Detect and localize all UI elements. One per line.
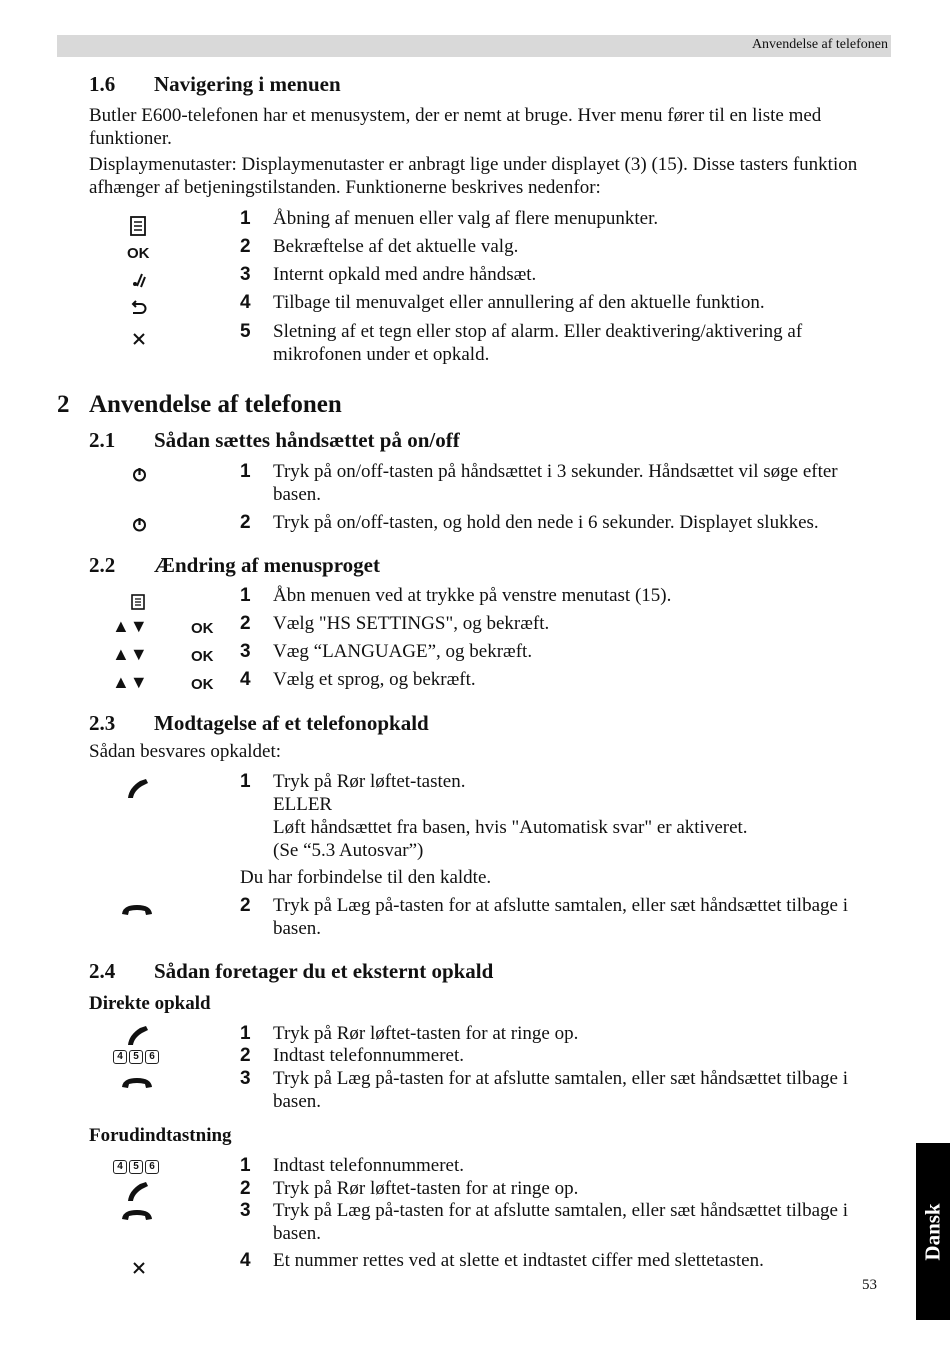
- step-text: Tryk på on/off-tasten på håndsættet i 3 sekunder. Håndsættet vil søge efter basen.: [273, 461, 838, 505]
- step-number: 2: [240, 613, 251, 634]
- ok-icon: OK: [191, 648, 214, 665]
- power-icon: [131, 516, 148, 533]
- language-label: Dansk: [920, 1202, 945, 1261]
- step-text: Indtast telefonnummeret.: [273, 1155, 464, 1176]
- intro-paragraph: Sådan besvares opkaldet:: [89, 741, 282, 762]
- ok-icon: OK: [191, 620, 214, 637]
- step-text: Vælg et sprog, og bekræft.: [273, 669, 476, 690]
- step-line: Løft håndsættet fra basen, hvis "Automatisk svar" er aktiveret.: [273, 817, 748, 838]
- step-text: Tryk på on/off-tasten, og hold den nede i 6 sekunder. Displayet slukkes.: [273, 512, 819, 533]
- delete-icon: [131, 331, 147, 347]
- keypad-icon: [113, 1160, 159, 1174]
- hangup-icon: [120, 1207, 154, 1223]
- subsection-title: Direkte opkald: [89, 993, 211, 1014]
- step-number: 4: [240, 1250, 251, 1271]
- menu-icon: [128, 215, 148, 237]
- step-text: Tryk på Læg på-tasten for at afslutte samtalen, eller sæt håndsættet tilbage i basen.: [273, 1200, 848, 1244]
- step-number: 2: [240, 1178, 251, 1199]
- power-icon: [131, 466, 148, 483]
- step-number: 2: [240, 236, 251, 257]
- step-number: 1: [240, 208, 251, 229]
- section-2-4-heading: [89, 958, 789, 984]
- step-number: 2: [240, 1045, 251, 1066]
- section-title: Navigering i menuen: [154, 72, 341, 96]
- intro-paragraph-1: Butler E600-telefonen har et menusystem, der er nemt at bruge. Hver menu fører til en liste med funktioner.: [89, 105, 822, 149]
- step-text: Tryk på Rør løftet-tasten for at ringe op.: [273, 1023, 579, 1044]
- hangup-icon: [120, 902, 154, 918]
- key-5: 5: [129, 1160, 143, 1174]
- pickup-icon: [124, 1180, 152, 1206]
- key-6: 6: [145, 1160, 159, 1174]
- pickup-icon: [124, 1024, 152, 1050]
- section-2-1-heading: [89, 427, 789, 453]
- step-text: Vælg "HS SETTINGS", og bekræft.: [273, 613, 550, 634]
- step-number: 1: [240, 585, 251, 606]
- intro-paragraph-2: Displaymenutaster: Displaymenutaster er anbragt lige under displayet (3) (15). Disse tasters funktion afhænger af betjeningstilstanden. Funktionerne beskrives nedenfor:: [89, 154, 858, 198]
- key-4: 4: [113, 1160, 127, 1174]
- section-title: Modtagelse af et telefonopkald: [154, 711, 429, 735]
- key-6: 6: [145, 1050, 159, 1064]
- page-number: 53: [862, 1277, 877, 1293]
- section-number: 1.6: [89, 72, 116, 96]
- step-text: Internt opkald med andre håndsæt.: [273, 264, 537, 285]
- step-text-block: [273, 770, 883, 862]
- step-number: 3: [240, 1200, 251, 1221]
- step-text: Et nummer rettes ved at slette et indtastet ciffer med slettetasten.: [273, 1250, 764, 1271]
- step-number: 5: [240, 321, 251, 342]
- keypad-icon: [113, 1050, 159, 1064]
- ok-icon: OK: [191, 676, 214, 693]
- key-5: 5: [129, 1050, 143, 1064]
- step-number: 1: [240, 1155, 251, 1176]
- step-number: 4: [240, 669, 251, 690]
- section-2-3-heading: [89, 710, 789, 736]
- step-line: ELLER: [273, 794, 333, 815]
- language-side-tab: [916, 1143, 950, 1320]
- nav-arrows-icon: ▲▼: [112, 616, 148, 636]
- section-title: Sådan foretager du et eksternt opkald: [154, 959, 494, 983]
- section-number: 2.1: [89, 428, 116, 452]
- ok-icon: OK: [127, 245, 150, 262]
- step-number: 3: [240, 641, 251, 662]
- step-number: 4: [240, 292, 251, 313]
- step-text: Tryk på Rør løftet-tasten for at ringe op.: [273, 1178, 579, 1199]
- nav-arrows-icon: ▲▼: [112, 644, 148, 664]
- section-number: 2.3: [89, 711, 116, 735]
- step-number: 3: [240, 264, 251, 285]
- running-header-title: Anvendelse af telefonen: [751, 37, 888, 52]
- nav-arrows-icon: ▲▼: [112, 672, 148, 692]
- section-1-6-heading: [89, 71, 789, 97]
- pickup-icon: [124, 776, 152, 804]
- menu-icon: [130, 594, 146, 610]
- section-title: Sådan sættes håndsættet på on/off: [154, 428, 460, 452]
- step-text: Tryk på Læg på-tasten for at afslutte samtalen, eller sæt håndsættet tilbage i basen.: [273, 895, 848, 939]
- step-number: 1: [240, 771, 251, 792]
- step-text: Åbning af menuen eller valg af flere menupunkter.: [273, 208, 659, 229]
- step-line: (Se “5.3 Autosvar”): [273, 840, 424, 861]
- step-number: 2: [240, 895, 251, 916]
- intercom-icon: [130, 272, 148, 290]
- chapter-title: Anvendelse af telefonen: [89, 391, 342, 418]
- step-number: 1: [240, 1023, 251, 1044]
- key-4: 4: [113, 1050, 127, 1064]
- step-text: Bekræftelse af det aktuelle valg.: [273, 236, 519, 257]
- step-text: Sletning af et tegn eller stop af alarm. Eller deaktivering/aktivering af mikrofonen under et opkald.: [273, 321, 803, 365]
- subsection-title: Forudindtastning: [89, 1125, 232, 1146]
- step-text: Tryk på Læg på-tasten for at afslutte samtalen, eller sæt håndsættet tilbage i basen.: [273, 1068, 848, 1112]
- step-number: 3: [240, 1068, 251, 1089]
- step-text: Tilbage til menuvalget eller annullering af den aktuelle funktion.: [273, 292, 765, 313]
- back-icon: [130, 299, 148, 317]
- chapter-number: 2: [57, 391, 70, 418]
- step-text: Åbn menuen ved at trykke på venstre menutast (15).: [273, 585, 672, 606]
- section-number: 2.2: [89, 553, 116, 577]
- step-line: Tryk på Rør løftet-tasten.: [273, 771, 466, 792]
- chapter-2-heading: [57, 390, 657, 420]
- hangup-icon: [120, 1075, 154, 1091]
- step-text: Væg “LANGUAGE”, og bekræft.: [273, 641, 533, 662]
- section-2-2-heading: [89, 552, 789, 578]
- step-text: Indtast telefonnummeret.: [273, 1045, 464, 1066]
- section-title: Ændring af menusproget: [154, 553, 380, 577]
- section-number: 2.4: [89, 959, 116, 983]
- step-number: 2: [240, 512, 251, 533]
- delete-icon: [131, 1260, 147, 1276]
- status-line: Du har forbindelse til den kaldte.: [240, 867, 492, 888]
- step-number: 1: [240, 461, 251, 482]
